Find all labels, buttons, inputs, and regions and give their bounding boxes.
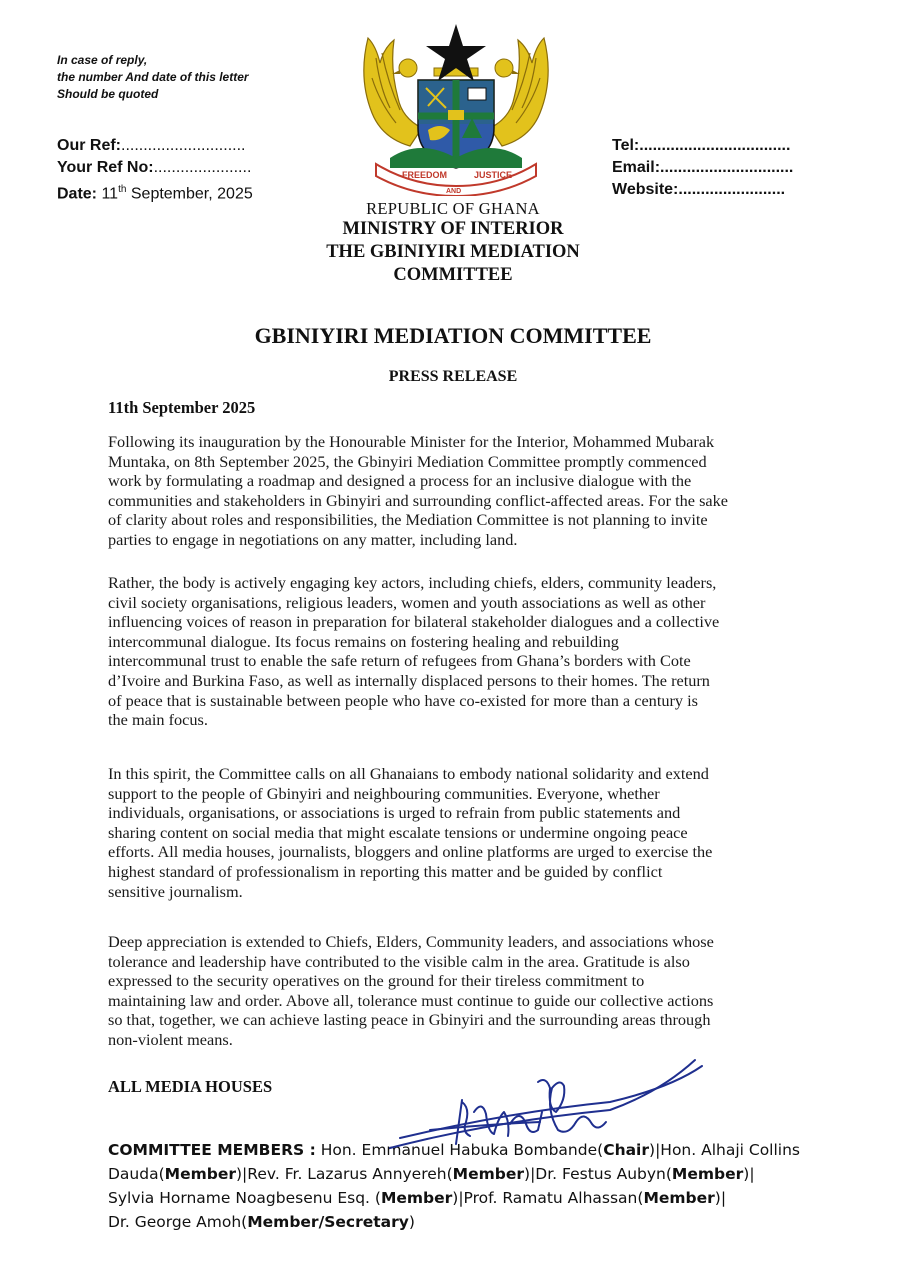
signature-mark <box>370 1052 710 1162</box>
text-line: work by formulating a roadmap and designed a process for an inclusive dialogue with the <box>108 471 692 491</box>
date-label: Date: <box>57 185 98 203</box>
text-line: maintaining law and order. Above all, tolerance must continue to guide our collective actions <box>108 990 714 1010</box>
motto-freedom: FREEDOM <box>402 170 447 180</box>
our-ref-value: ............................ <box>121 137 246 154</box>
text-line: d’Ivoire and Burkina Faso, as well as internally displaced persons to their homes. The return <box>108 670 710 690</box>
text-line: intercommunal trust to enable the safe return of refugees from Ghana’s borders with Cote <box>108 651 691 671</box>
committee-title-line1: THE GBINIYIRI MEDIATION <box>326 242 580 262</box>
date-suffix: th <box>118 184 127 195</box>
text-line: parties to engage in negotiations on any matter, including land. <box>108 529 518 549</box>
tel-label: Tel: <box>612 137 640 154</box>
member-text: ) <box>408 1213 415 1231</box>
member-text: )|Rev. Fr. Lazarus Annyereh( <box>236 1165 453 1183</box>
member-role: Member <box>643 1189 715 1207</box>
document-title: GBINIYIRI MEDIATION COMMITTEE <box>254 323 652 348</box>
our-ref <box>57 135 253 157</box>
text-line: influencing voices of reason in preparation for bilateral stakeholder dialogues and a collective <box>108 612 720 632</box>
press-release-label: PRESS RELEASE <box>388 368 518 385</box>
text-line: of clarity about roles and responsibilities, the Mediation Committee is not planning to invite <box>108 510 708 530</box>
member-role: Member <box>452 1165 525 1183</box>
your-ref-value: ...................... <box>153 159 252 176</box>
text-line: efforts. All media houses, journalists, bloggers and online platforms are urged to exercise the <box>108 842 713 862</box>
member-text: Dauda( <box>108 1165 165 1183</box>
text-line: civil society organisations, religious leaders, women and youth associations as well as other <box>108 592 706 612</box>
your-ref <box>57 157 253 179</box>
member-text: Dr. George Amoh( <box>108 1213 248 1231</box>
text-line: the main focus. <box>108 710 208 730</box>
paragraph-3 <box>108 764 712 901</box>
email <box>612 157 793 179</box>
tel-value: .................................. <box>639 137 791 154</box>
paragraph-4 <box>108 932 714 1050</box>
release-date: 11th September 2025 <box>108 398 256 417</box>
email-value: .............................. <box>660 159 794 176</box>
text-line: Following its inauguration by the Honourable Minister for the Interior, Mohammed Mubarak <box>108 432 715 451</box>
members-line <box>108 1186 888 1210</box>
website <box>612 179 793 201</box>
text-line: Muntaka, on 8th September 2025, the Gbinyiri Mediation Committee promptly commenced <box>108 451 707 471</box>
member-role: Member <box>380 1189 453 1207</box>
member-text: )|Prof. Ramatu Alhassan( <box>452 1189 644 1207</box>
website-label: Website: <box>612 181 679 198</box>
our-ref-label: Our Ref: <box>57 137 121 154</box>
members-line <box>108 1210 888 1234</box>
paragraph-1 <box>108 432 728 550</box>
member-text: Sylvia Horname Noagbesenu Esq. ( <box>108 1189 381 1207</box>
text-line: expressed to the security operatives on the ground for their tireless commitment to <box>108 971 645 991</box>
text-line: Deep appreciation is extended to Chiefs, Elders, Community leaders, and associations whose <box>108 932 714 951</box>
reply-note-line: In case of reply, <box>57 53 148 67</box>
text-line: sharing content on social media that might escalate tensions or undermine ongoing peace <box>108 822 688 842</box>
text-line: individuals, organisations, or associations is urged to refrain from public statements and <box>108 803 681 823</box>
text-line: In this spirit, the Committee calls on all Ghanaians to embody national solidarity and extend <box>108 764 709 783</box>
member-role: Member/Secretary <box>247 1213 409 1231</box>
website-value: ........................ <box>678 181 786 198</box>
members-line <box>108 1162 888 1186</box>
addressee: ALL MEDIA HOUSES <box>108 1077 273 1096</box>
text-line: support to the people of Gbinyiri and neighbouring communities. Everyone, whether <box>108 783 660 803</box>
republic-title: REPUBLIC OF GHANA <box>366 199 540 218</box>
member-text: )|Hon. Alhaji Collins <box>649 1141 800 1159</box>
reply-note <box>57 52 249 103</box>
text-line: intercommunal dialogue. Its focus remains on fostering healing and rebuilding <box>108 631 619 651</box>
letterhead <box>253 199 653 287</box>
paragraph-2 <box>108 573 719 730</box>
left-references <box>57 135 253 205</box>
motto-justice: JUSTICE <box>474 170 513 180</box>
member-text: Hon. Emmanuel Habuka Bombande( <box>315 1141 604 1159</box>
member-text: )| <box>714 1189 727 1207</box>
letter-date <box>57 179 253 205</box>
text-line: so that, together, we can achieve lasting peace in Gbinyiri and the surrounding areas through <box>108 1010 711 1030</box>
member-role: Chair <box>603 1141 650 1159</box>
email-label: Email: <box>612 159 661 176</box>
member-text: )|Dr. Festus Aubyn( <box>524 1165 672 1183</box>
member-role: Member <box>164 1165 236 1183</box>
date-day: 11 <box>101 185 119 203</box>
text-line: Rather, the body is actively engaging key actors, including chiefs, elders, community leaders, <box>108 573 717 592</box>
text-line: tolerance and leadership have contributed to the visible calm in the area. Gratitude is also <box>108 951 690 971</box>
text-line: communities and stakeholders in Gbinyiri and surrounding conflict-affected areas. For the sake <box>108 490 729 510</box>
reply-note-line: the number And date of this letter <box>57 70 249 84</box>
date-rest: September, 2025 <box>126 185 253 203</box>
member-role: Member <box>671 1165 744 1183</box>
text-line: highest standard of professionalism in reporting this matter and be guided by conflict <box>108 861 663 881</box>
tel <box>612 135 793 157</box>
ministry-title: MINISTRY OF INTERIOR <box>342 219 564 239</box>
reply-note-line: Should be quoted <box>57 87 159 101</box>
committee-title-line2: COMMITTEE <box>393 265 513 285</box>
coat-of-arms-emblem <box>350 18 562 196</box>
member-text: )| <box>743 1165 755 1183</box>
right-references <box>612 135 793 201</box>
your-ref-label: Your Ref No: <box>57 159 154 176</box>
motto-and: AND <box>446 188 462 195</box>
members-label: COMMITTEE MEMBERS : <box>108 1141 316 1159</box>
text-line: non-violent means. <box>108 1029 233 1049</box>
text-line: sensitive journalism. <box>108 881 243 901</box>
text-line: of peace that is sustainable between people who have co-existed for more than a century is <box>108 690 698 710</box>
